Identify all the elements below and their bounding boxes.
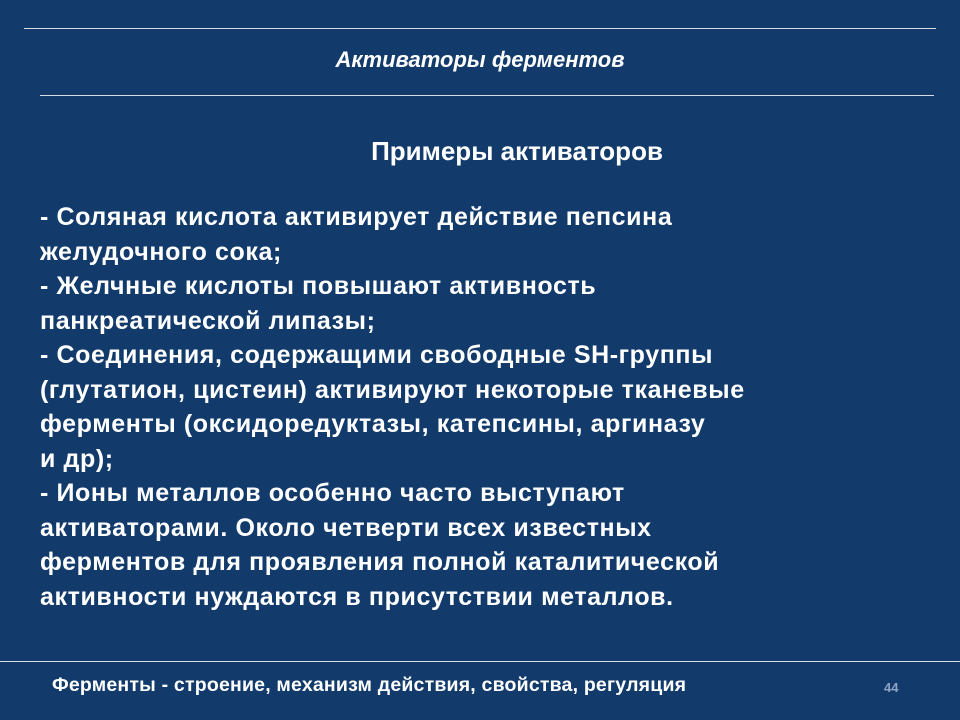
body-line: активности нуждаются в присутствии металлов. (40, 582, 674, 611)
body-line: - Желчные кислоты повышают активность (40, 272, 597, 300)
title-divider (40, 95, 934, 96)
body-line: - Соединения, содержащими свободные SH-группы (40, 341, 714, 369)
top-divider (24, 28, 936, 29)
body-line: панкреатической липазы; (40, 306, 376, 335)
slide-subtitle: Примеры активаторов (371, 136, 663, 166)
body-line: ферментов для проявления полной каталитической (40, 548, 720, 576)
body-line: ферменты (оксидоредуктазы, катепсины, аргиназу (40, 410, 706, 438)
body-line: - Соляная кислота активирует действие пепсина (40, 203, 673, 231)
footer-divider (0, 661, 960, 662)
body-line: и др); (40, 444, 114, 473)
body-line: - Ионы металлов особенно часто выступают (40, 479, 625, 507)
body-line: желудочного сока; (40, 237, 282, 266)
body-line: (глутатион, цистеин) активируют некоторые тканевые (40, 375, 745, 404)
body-line: активаторами. Около четверти всех известных (40, 513, 652, 542)
body-text (40, 200, 946, 614)
footer-text: Ферменты - строение, механизм действия, свойства, регуляция (52, 674, 687, 696)
slide-title: Активаторы ферментов (335, 47, 625, 72)
page-number: 44 (884, 680, 899, 695)
